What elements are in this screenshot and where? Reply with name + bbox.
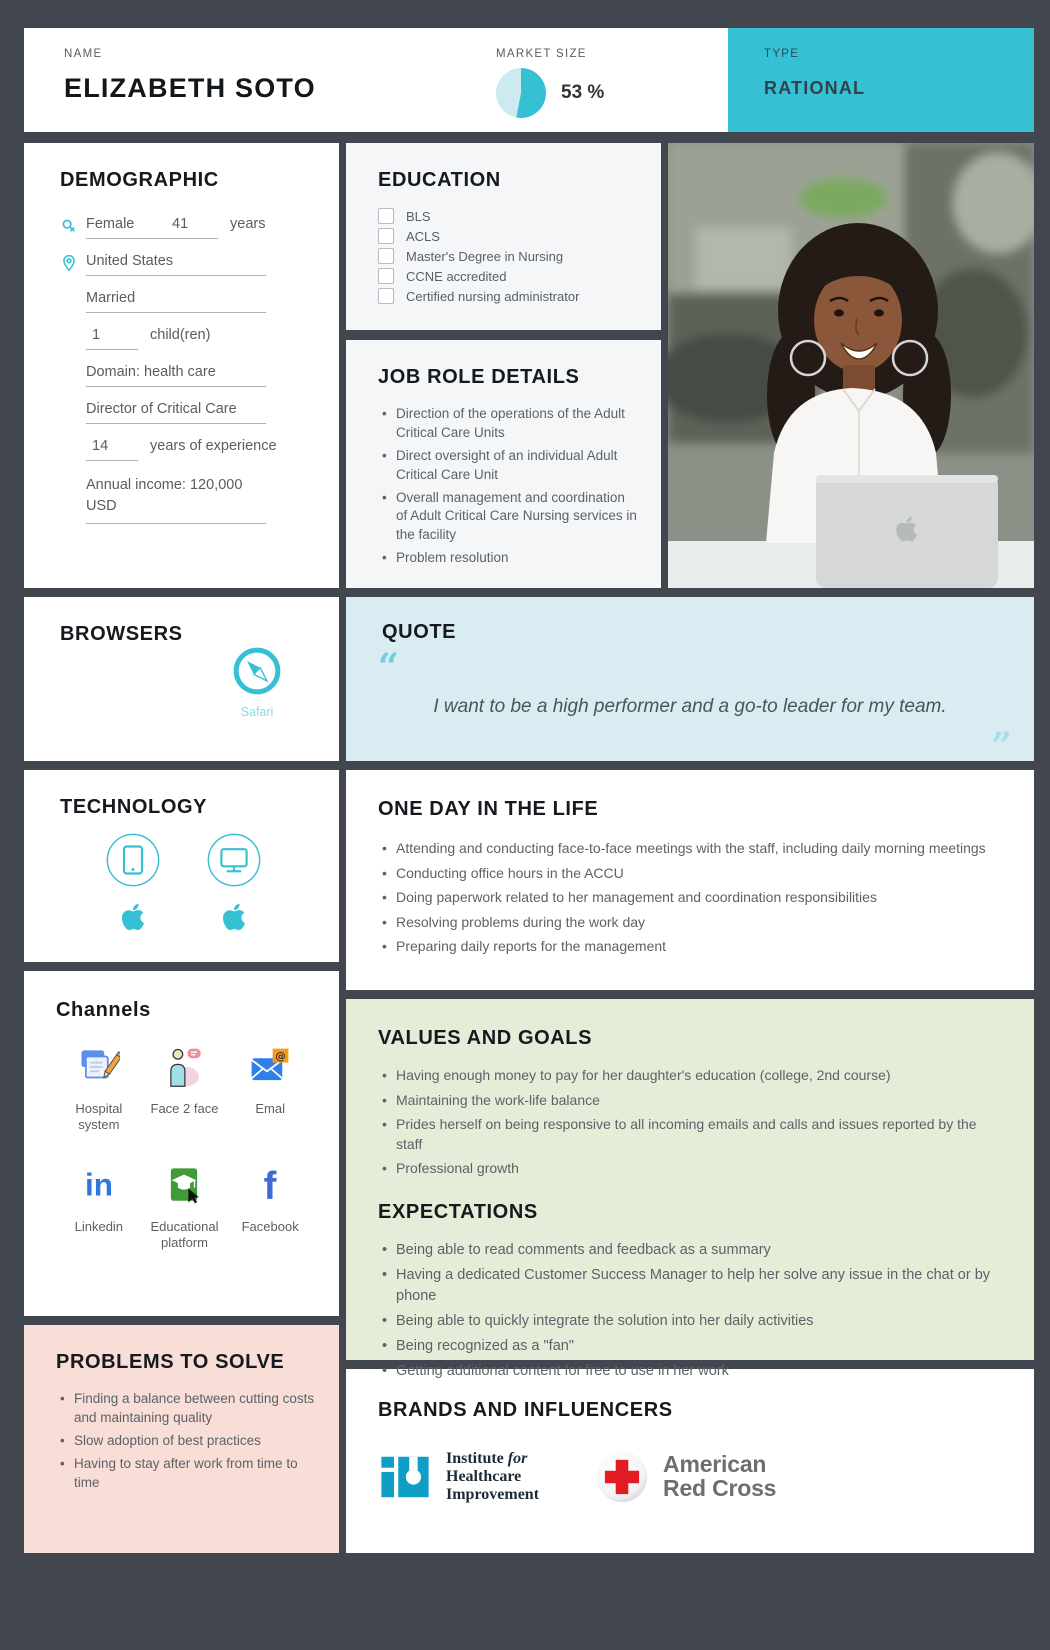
value-goal-item: • Prides herself on being responsive to all incoming emails and calls and issues reported by the staff xyxy=(378,1115,1004,1154)
one-day-card xyxy=(346,770,1034,990)
one-day-item: • Preparing daily reports for the management xyxy=(378,937,1004,957)
channel-item: f Facebook xyxy=(241,1164,299,1234)
channel-item: Hospital system xyxy=(56,1046,142,1134)
safari-icon xyxy=(232,646,282,701)
education-item: CCNE accredited xyxy=(378,268,635,284)
name-label: NAME xyxy=(64,48,103,60)
channel-item: Face 2 face xyxy=(142,1046,228,1134)
location-field[interactable]: United States xyxy=(86,253,266,276)
problem-item: • Having to stay after work from time to time xyxy=(56,1455,319,1493)
job-role-item: • Direct oversight of an individual Adult Critical Care Unit xyxy=(378,447,637,485)
expectation-item: • Getting additional content for free to use in her work xyxy=(378,1361,1004,1381)
market-size-label: MARKET SIZE xyxy=(496,48,587,60)
svg-text:@: @ xyxy=(275,1050,286,1063)
channels-title: Channels xyxy=(56,999,151,1021)
facebook-icon xyxy=(249,1164,291,1211)
channel-item: @ Emal xyxy=(227,1046,313,1134)
experience-suffix: years of experience xyxy=(150,438,277,454)
channel-item: Educational platform xyxy=(142,1164,228,1252)
type-label: TYPE xyxy=(764,48,800,60)
brands-card xyxy=(346,1369,1034,1553)
female-icon xyxy=(60,217,86,239)
header-name-block xyxy=(24,28,496,132)
value-goal-item: • Maintaining the work-life balance xyxy=(378,1091,1004,1111)
browser-safari xyxy=(221,646,293,719)
education-card xyxy=(346,143,661,330)
checkbox[interactable] xyxy=(378,228,394,244)
job-title-field[interactable]: Director of Critical Care xyxy=(86,401,266,424)
desktop-device-icon xyxy=(207,833,261,892)
expectation-item: • Having a dedicated Customer Success Manager to help her solve any issue in the chat or by phone xyxy=(378,1265,1004,1306)
checkbox[interactable] xyxy=(378,288,394,304)
persona-name: ELIZABETH SOTO xyxy=(64,73,316,103)
value-goal-item: • Professional growth xyxy=(378,1159,1004,1179)
one-day-item: • Doing paperwork related to her management and coordination responsibilities xyxy=(378,888,1004,908)
quote-text: I want to be a high performer and a go-to leader for my team. xyxy=(433,696,947,717)
education-item: Master's Degree in Nursing xyxy=(378,248,635,264)
children-field[interactable]: 1 xyxy=(86,327,138,350)
job-role-item: • Overall management and coordination of Adult Critical Care Nursing services in the facility xyxy=(378,489,637,546)
values-goals-title: VALUES AND GOALS xyxy=(378,1027,593,1049)
brand-ihi xyxy=(378,1450,539,1504)
demographic-card xyxy=(24,143,339,588)
channel-item: in Linkedin xyxy=(56,1164,142,1252)
checkbox[interactable] xyxy=(378,208,394,224)
marital-status-field[interactable]: Married xyxy=(86,290,266,313)
job-role-item: • Direction of the operations of the Adult Critical Care Units xyxy=(378,405,637,443)
channels-card xyxy=(24,971,339,1316)
education-title: EDUCATION xyxy=(378,169,501,191)
gender-field[interactable]: Female xyxy=(86,216,166,239)
expectation-item: • Being able to read comments and feedback as a summary xyxy=(378,1240,1004,1260)
job-role-card xyxy=(346,340,661,588)
quote-title: QUOTE xyxy=(382,621,457,643)
age-field[interactable]: 41 xyxy=(166,216,218,239)
technology-device xyxy=(106,833,160,937)
education-item: BLS xyxy=(378,208,635,224)
education-item: ACLS xyxy=(378,228,635,244)
children-suffix: child(ren) xyxy=(150,327,211,343)
header xyxy=(24,28,1034,132)
domain-field[interactable]: Domain: health care xyxy=(86,364,266,387)
ihi-wordmark: Institute for Healthcare Improvement xyxy=(446,1450,540,1503)
one-day-item: • Conducting office hours in the ACCU xyxy=(378,864,1004,884)
face-2-face-icon xyxy=(163,1046,205,1093)
experience-field[interactable]: 14 xyxy=(86,438,138,461)
svg-text:f: f xyxy=(263,1164,277,1206)
one-day-item: • Attending and conducting face-to-face meetings with the staff, including daily morning meetings xyxy=(378,839,1004,859)
brand-american-red-cross xyxy=(595,1450,776,1504)
svg-text:in: in xyxy=(84,1166,113,1202)
checkbox[interactable] xyxy=(378,268,394,284)
problems-card xyxy=(24,1325,339,1553)
technology-title: TECHNOLOGY xyxy=(60,796,208,818)
checkbox[interactable] xyxy=(378,248,394,264)
values-expectations-card xyxy=(346,999,1034,1380)
close-quote-mark: ” xyxy=(991,725,1012,767)
persona-type-value: RATIONAL xyxy=(764,78,866,98)
red-cross-wordmark: American Red Cross xyxy=(663,1451,777,1501)
educational-platform-icon xyxy=(163,1164,205,1211)
persona-photo xyxy=(668,143,1034,588)
job-role-item: • Problem resolution xyxy=(378,549,637,568)
expectation-item: • Being able to quickly integrate the solution into her daily activities xyxy=(378,1311,1004,1331)
persona-type-panel xyxy=(728,28,1034,132)
problems-title: PROBLEMS TO SOLVE xyxy=(56,1351,285,1373)
market-size-value: 53 % xyxy=(561,82,605,103)
persona-photo-illustration xyxy=(668,143,1034,588)
demographic-title: DEMOGRAPHIC xyxy=(60,169,219,191)
job-role-title: JOB ROLE DETAILS xyxy=(378,366,580,388)
age-suffix: years xyxy=(230,216,266,232)
one-day-item: • Resolving problems during the work day xyxy=(378,913,1004,933)
quote-card xyxy=(346,597,1034,767)
location-pin-icon xyxy=(60,254,86,276)
apple-logo-icon xyxy=(221,902,247,937)
brands-title: BRANDS AND INFLUENCERS xyxy=(378,1399,673,1421)
browsers-title: BROWSERS xyxy=(60,623,183,645)
value-goal-item: • Having enough money to pay for her daughter's education (college, 2nd course) xyxy=(378,1066,1004,1086)
tablet-device-icon xyxy=(106,833,160,892)
browsers-card xyxy=(24,597,339,761)
expectation-item: • Being recognized as a "fan" xyxy=(378,1336,1004,1356)
technology-device xyxy=(207,833,261,937)
problem-item: • Slow adoption of best practices xyxy=(56,1432,319,1451)
one-day-title: ONE DAY IN THE LIFE xyxy=(378,798,599,820)
open-quote-mark: “ xyxy=(378,646,399,688)
linkedin-icon xyxy=(78,1164,120,1211)
education-item: Certified nursing administrator xyxy=(378,288,635,304)
hospital-system-icon xyxy=(78,1046,120,1093)
income-field[interactable]: Annual income: 120,000 USD xyxy=(86,475,266,524)
market-size-block xyxy=(496,28,728,132)
expectations-title: EXPECTATIONS xyxy=(378,1200,538,1223)
ihi-logo-icon xyxy=(378,1450,432,1504)
apple-logo-icon xyxy=(120,902,146,937)
browser-label: Safari xyxy=(240,705,274,719)
red-cross-logo-icon xyxy=(595,1450,649,1504)
market-size-pie-chart xyxy=(496,68,546,118)
email-icon xyxy=(249,1046,291,1093)
problem-item: • Finding a balance between cutting costs and maintaining quality xyxy=(56,1390,319,1428)
technology-card xyxy=(24,770,339,962)
